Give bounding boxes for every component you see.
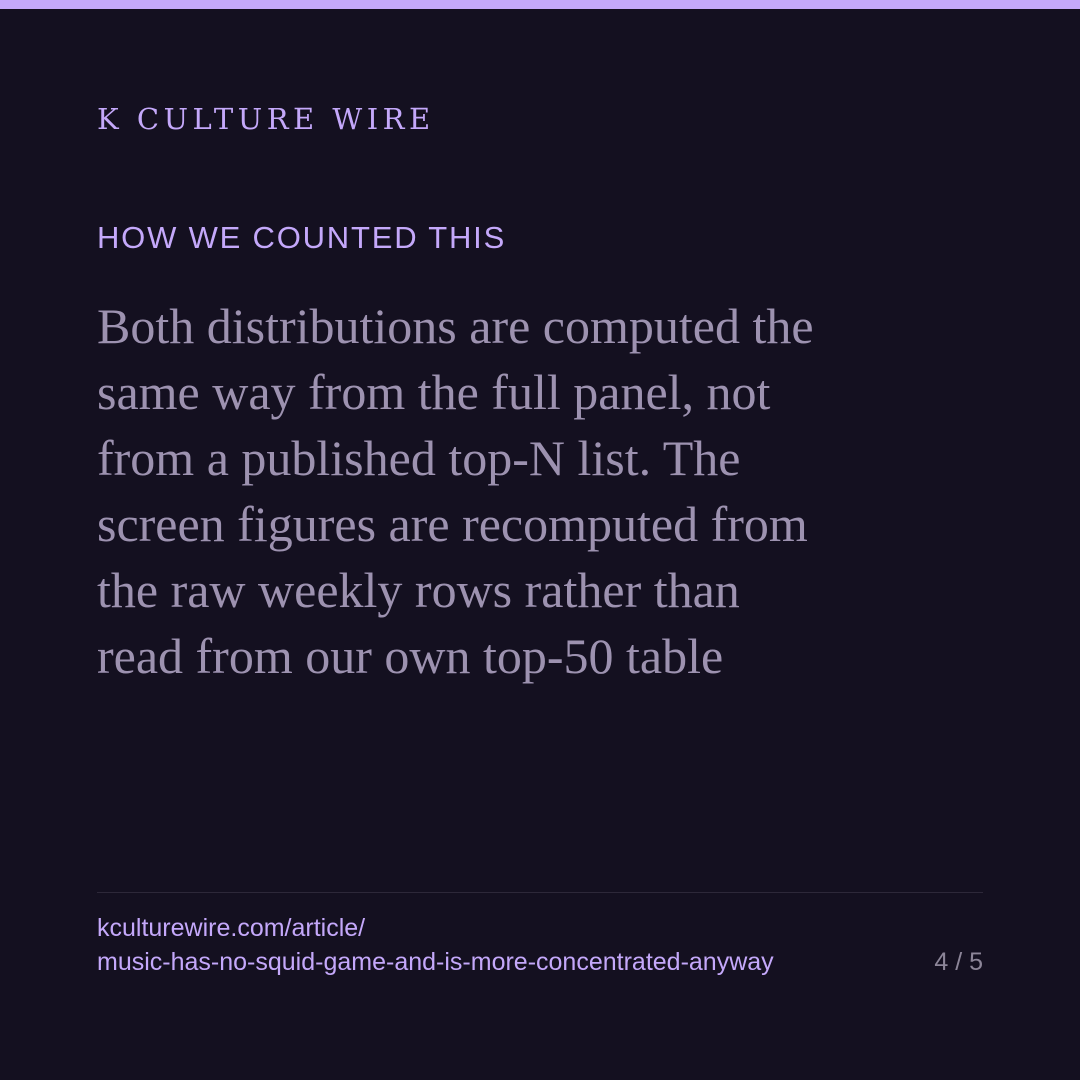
top-accent-bar [0, 0, 1080, 9]
brand-wordmark: K CULTURE WIRE [97, 102, 435, 136]
article-url-line-2: music-has-no-squid-game-and-is-more-concentrated-anyway [97, 948, 774, 976]
body-paragraph [97, 293, 897, 689]
article-url[interactable] [97, 911, 774, 979]
footer-divider [97, 892, 983, 893]
body-line: read from our own top-50 table [97, 628, 724, 684]
body-line: Both distributions are computed the [97, 298, 814, 354]
body-line: from a published top-N list. The [97, 430, 741, 486]
section-label: HOW WE COUNTED THIS [97, 220, 507, 255]
body-line: screen figures are recomputed from [97, 496, 808, 552]
body-line: same way from the full panel, not [97, 364, 771, 420]
body-line: the raw weekly rows rather than [97, 562, 740, 618]
page-counter: 4 / 5 [934, 948, 983, 976]
article-url-line-1: kculturewire.com/article/ [97, 914, 366, 942]
